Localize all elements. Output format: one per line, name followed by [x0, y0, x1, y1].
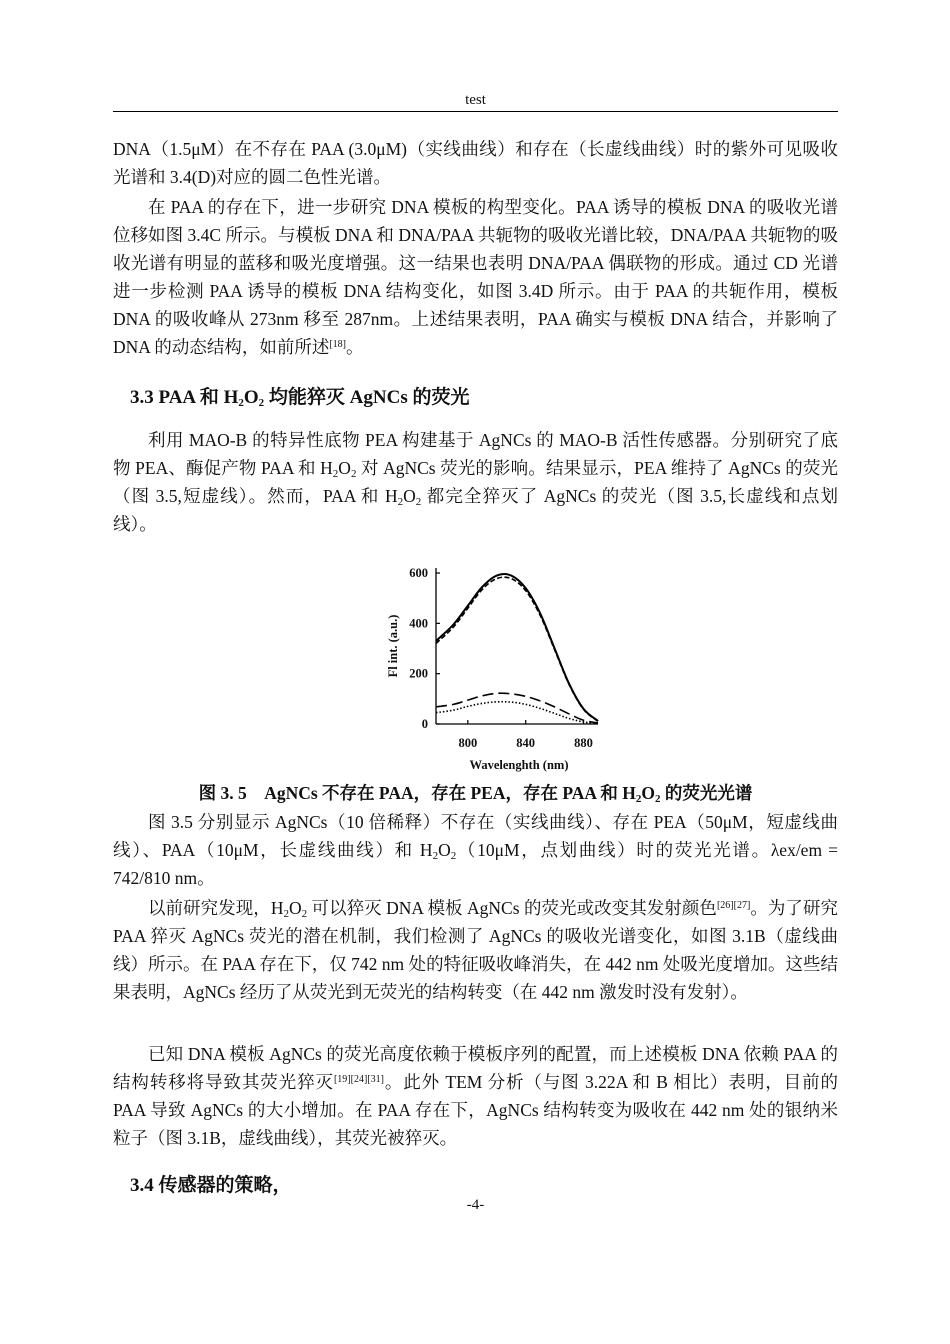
- section-3-3-heading: 3.3 PAA 和 $H_2O_2$ 均能猝灭 AgNCs 的荧光: [130, 387, 470, 409]
- citation-18: [18]: [329, 339, 346, 350]
- page-number: -4-: [466, 1197, 485, 1213]
- series-line-dotted: [436, 702, 598, 724]
- y-axis-label: Fl int. (a.u.): [386, 614, 400, 678]
- y-tick-label: 200: [409, 666, 428, 681]
- x-axis-label: Wavelenghth (nm): [469, 758, 569, 772]
- paragraph-5: 以前研究发现，$H_2O_2$ 可以猝灭 DNA 模板 AgNCs 的荧光或改变其发射颜色[26][27]。为了研究 PAA 猝灭 AgNCs 荧光的潜在机制，我们检测了 AgNCs 的吸收光谱变化，如图 3.1B（虚线曲线）所示。在 PAA 存在下，仅 742 nm 处的特征吸收峰消失，在 442 nm 处吸光度增加。这些结果表明，AgNCs 经历了从荧光到无荧光的结构转变（在 442 nm 激发时没有发射）。: [113, 898, 839, 1002]
- running-header: test: [465, 92, 486, 108]
- header-rule: [113, 111, 838, 112]
- x-tick-label: 840: [516, 736, 536, 750]
- series-line-short-dash: [436, 577, 598, 721]
- citation-19-24-31: [19][24][31]: [333, 1074, 384, 1085]
- fluorescence-chart: [378, 560, 608, 775]
- citation-26-27: [26][27]: [716, 900, 751, 911]
- figure-caption: 图 3. 5 AgNCs 不存在 PAA，存在 PEA，存在 PAA 和 $H_2O_2$ 的荧光光谱: [198, 783, 753, 805]
- x-tick-label: 800: [458, 736, 478, 750]
- paragraph-1: DNA（1.5μM）在不存在 PAA (3.0μM)（实线曲线）和存在（长虚线曲线）时的紫外可见吸收光谱和 3.4(D)对应的圆二色性光谱。: [113, 139, 838, 187]
- y-tick-label: 0: [421, 717, 428, 731]
- x-tick-label: 880: [574, 736, 593, 750]
- y-tick-label: 600: [409, 566, 428, 581]
- paragraph-6: 已知 DNA 模板 AgNCs 的荧光高度依赖于模板序列的配置，而上述模板 DNA 依赖 PAA 的结构转移将导致其荧光猝灭[19][24][31]。此外 TEM 分析（与图 3.22A 和 B 相比）表明，目前的 PAA 导致 AgNCs 的大小增加。在 PAA 存在下，AgNCs 结构转变为吸收在 442 nm 处的银纳米粒子（图 3.1B，虚线曲线），其荧光被猝灭。: [113, 1044, 838, 1148]
- paragraph-2: 在 PAA 的存在下，进一步研究 DNA 模板的构型变化。PAA 诱导的模板 DNA 的吸收光谱位移如图 3.4C 所示。与模板 DNA 和 DNA/PAA 共轭物的吸收光谱比较，DNA/PAA 共轭物的吸收光谱有明显的蓝移和吸光度增强。这一结果也表明 DNA/PAA 偶联物的形成。通过 CD 光谱进一步检测 PAA 诱导的模板 DNA 结构变化，如图 3.4D 所示。由于 PAA 的共轭作用，模板 DNA 的吸收峰从 273nm 移至 287nm。上述结果表明，PAA 确实与模板 DNA 结合，并影响了 DNA 的动态结构，如前所述[18]。: [113, 197, 838, 357]
- paragraph-4: 图 3.5 分别显示 AgNCs（10 倍稀释）不存在（实线曲线）、存在 PEA（50μM，短虚线曲线）、PAA（10μM，长虚线曲线）和 $H_2O_2(10\mu M$，点划曲线）时的荧光光谱。λex/em = 742/810 nm。: [113, 812, 839, 888]
- section-3-4-heading: 3.4 传感器的策略，: [130, 1175, 292, 1196]
- series-line-solid: [436, 574, 598, 721]
- y-tick-label: 400: [409, 616, 428, 631]
- paragraph-3: 利用 MAO-B 的特异性底物 PEA 构建基于 AgNCs 的 MAO-B 活性传感器。分别研究了底物 PEA、酶促产物 PAA 和 $H_2O_2$ 对 AgNCs 荧光的影响。结果显示，PEA 维持了 AgNCs 的荧光（图 3.5,短虚线）。然而，PAA 和 $H_2O_2$ 都完全猝灭了 AgNCs 的荧光（图 3.5,长虚线和点划线）。: [113, 430, 839, 534]
